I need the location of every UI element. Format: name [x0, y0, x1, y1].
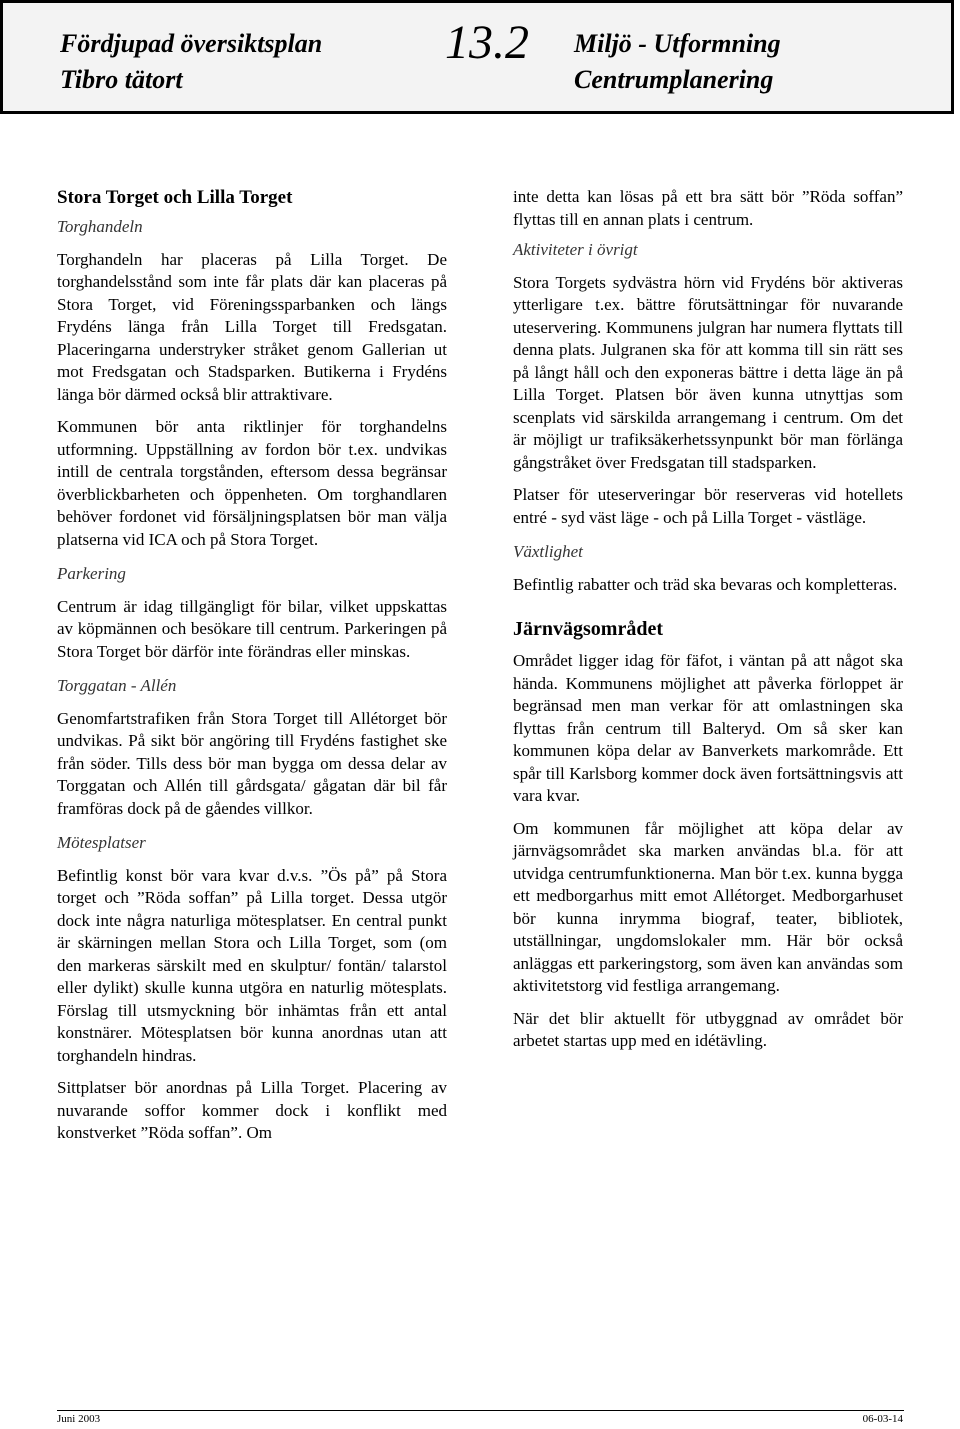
subheading-parkering: Parkering: [57, 564, 126, 583]
paragraph: När det blir aktuellt för utbyggnad av området bör arbetet startas upp med en idétävling.: [513, 1008, 903, 1050]
paragraph: Torghandeln har placeras på Lilla Torget. De torghandelsstånd som inte får plats där kan placeras på Stora Torget, vid Föreningssparbanken och längs Frydéns länga från Lilla Torget till Fredsgatan. Placeringarna understryker stråket genom Gallerian ut mot Fredsgatan och Stadsparken. Butikerna i Frydéns länga bör därmed också blir attraktivare.: [57, 249, 447, 404]
plan-title: Fördjupad översiktsplan: [60, 29, 323, 58]
paragraph: Platser för uteserveringar bör reserveras vid hotellets entré - syd väst läge - och på Lilla Torget - västläge.: [513, 485, 903, 527]
paragraph: Kommunen bör anta riktlinjer för torghandelns utformning. Uppställning av fordon bör t.ex. undvikas intill de centrala torgstånden, eftersom dessa begränsar överblickbarheten och öppenheten. Om torghandlaren behöver fordonet vid försäljningsplatsen bör man välja platserna vid ICA och på Stora Torget.: [57, 417, 447, 549]
subheading-aktiviteter: Aktiviteter i övrigt: [513, 240, 638, 259]
subheading-vaxtlighet: Växtlighet: [513, 542, 583, 561]
subheading-torggatan: Torggatan - Allén: [57, 676, 177, 695]
left-column: [57, 186, 447, 1145]
heading-jarnvagsomradet: Järnvägsområdet: [513, 618, 663, 640]
paragraph: Centrum är idag tillgängligt för bilar, vilket uppskattas av köpmännen och besökare till centrum. Parkeringen på Stora Torget bör därför inte förändras eller minskas.: [57, 596, 447, 661]
paragraph: Befintlig konst bör vara kvar d.v.s. ”Ös på” på Stora torget och ”Röda soffan” på Lilla torget. Dessa utgör dock inte några naturliga mötesplatser. En central punkt är skärningen mellan Stora och Lilla Torget, som (om den markeras särskilt med en skulptur/ fontän/ talarstol eller dylikt) skulle kunna utgöra en naturlig mötesplats. Förslag till utsmyckning bör inhämtas från ett antal konstnärer. Mötesplatsen bör kunna anordnas utan att torghandeln hindras.: [57, 865, 447, 1065]
paragraph: Stora Torgets sydvästra hörn vid Frydéns bör aktiveras ytterligare t.ex. bättre förutsättningar för nuvarande uteservering. Kommunens julgran har numera flyttats till denna plats. Julgranen ska för att komma till sin rätt ses på långt håll och den exponeras bättre i detta läge än på Lilla Torget. Platsen bör även kunna utnyttjas som scenplats vid särskilda arrangemang i centrum. Om det är möjligt ur trafiksäkerhetssynpunkt bör man förlänga gångstråket över Fredsgatan till stadsparken.: [513, 272, 903, 472]
section-subtitle: Centrumplanering: [574, 65, 774, 94]
paragraph: Befintlig rabatter och träd ska bevaras och kompletteras.: [513, 574, 898, 594]
page-header: [0, 0, 954, 114]
section-number: 13.2: [445, 16, 529, 69]
paragraph: Sittplatser bör anordnas på Lilla Torget. Placering av nuvarande soffor kommer dock i konflikt med konstverket ”Röda soffan”. Om: [57, 1078, 447, 1142]
paragraph: inte detta kan lösas på ett bra sätt bör ”Röda soffan” flyttas till en annan plats i centrum.: [513, 187, 903, 229]
paragraph: Genomfartstrafiken från Stora Torget till Allétorget bör undvikas. På sikt bör angöring till Frydéns fastighet ske från söder. Tills dess bör man bygga om dessa delar av Torggatan och Allén till gårdsgata/ gågatan där bil får framföras dock på de gåendes villkor.: [57, 708, 447, 818]
subheading-motesplatser: Mötesplatser: [57, 833, 146, 852]
town-title: Tibro tätort: [60, 65, 183, 94]
footer-print-date: 06-03-14: [862, 1413, 903, 1425]
paragraph: Området ligger idag för fäfot, i väntan på att något ska hända. Kommunens möjlighet att påverka förloppet är begränsad men man verkar för att omlastningen ska flyttas från centrum till Balteryd. Om så sker kan kommunen köpa delar av Banverkets markområde. Ett spår till Karlsborg kommer dock även fortsättningsvis att vara kvar.: [513, 651, 903, 805]
section-title: Miljö - Utformning: [574, 29, 781, 58]
footer-date: Juni 2003: [57, 1413, 101, 1425]
subheading-torghandeln: Torghandeln: [57, 217, 143, 236]
right-column: [513, 186, 903, 1053]
paragraph: Om kommunen får möjlighet att köpa delar av järnvägsområdet ska marken användas bl.a. för att utvidga centrumfunktionerna. Man bör t.ex. kunna bygga ett medborgarhus mitt emot Allétorget. Medborgarhuset bör kunna inrymma biograf, teater, bibliotek, utställningar, ungdomslokaler mm. Här bör också anläggas ett parkeringstorg, som även kan användas som aktivitetstorg vid festliga arrangemang.: [513, 818, 903, 995]
footer-divider: [57, 1410, 904, 1411]
heading-stora-lilla-torget: Stora Torget och Lilla Torget: [57, 187, 293, 208]
